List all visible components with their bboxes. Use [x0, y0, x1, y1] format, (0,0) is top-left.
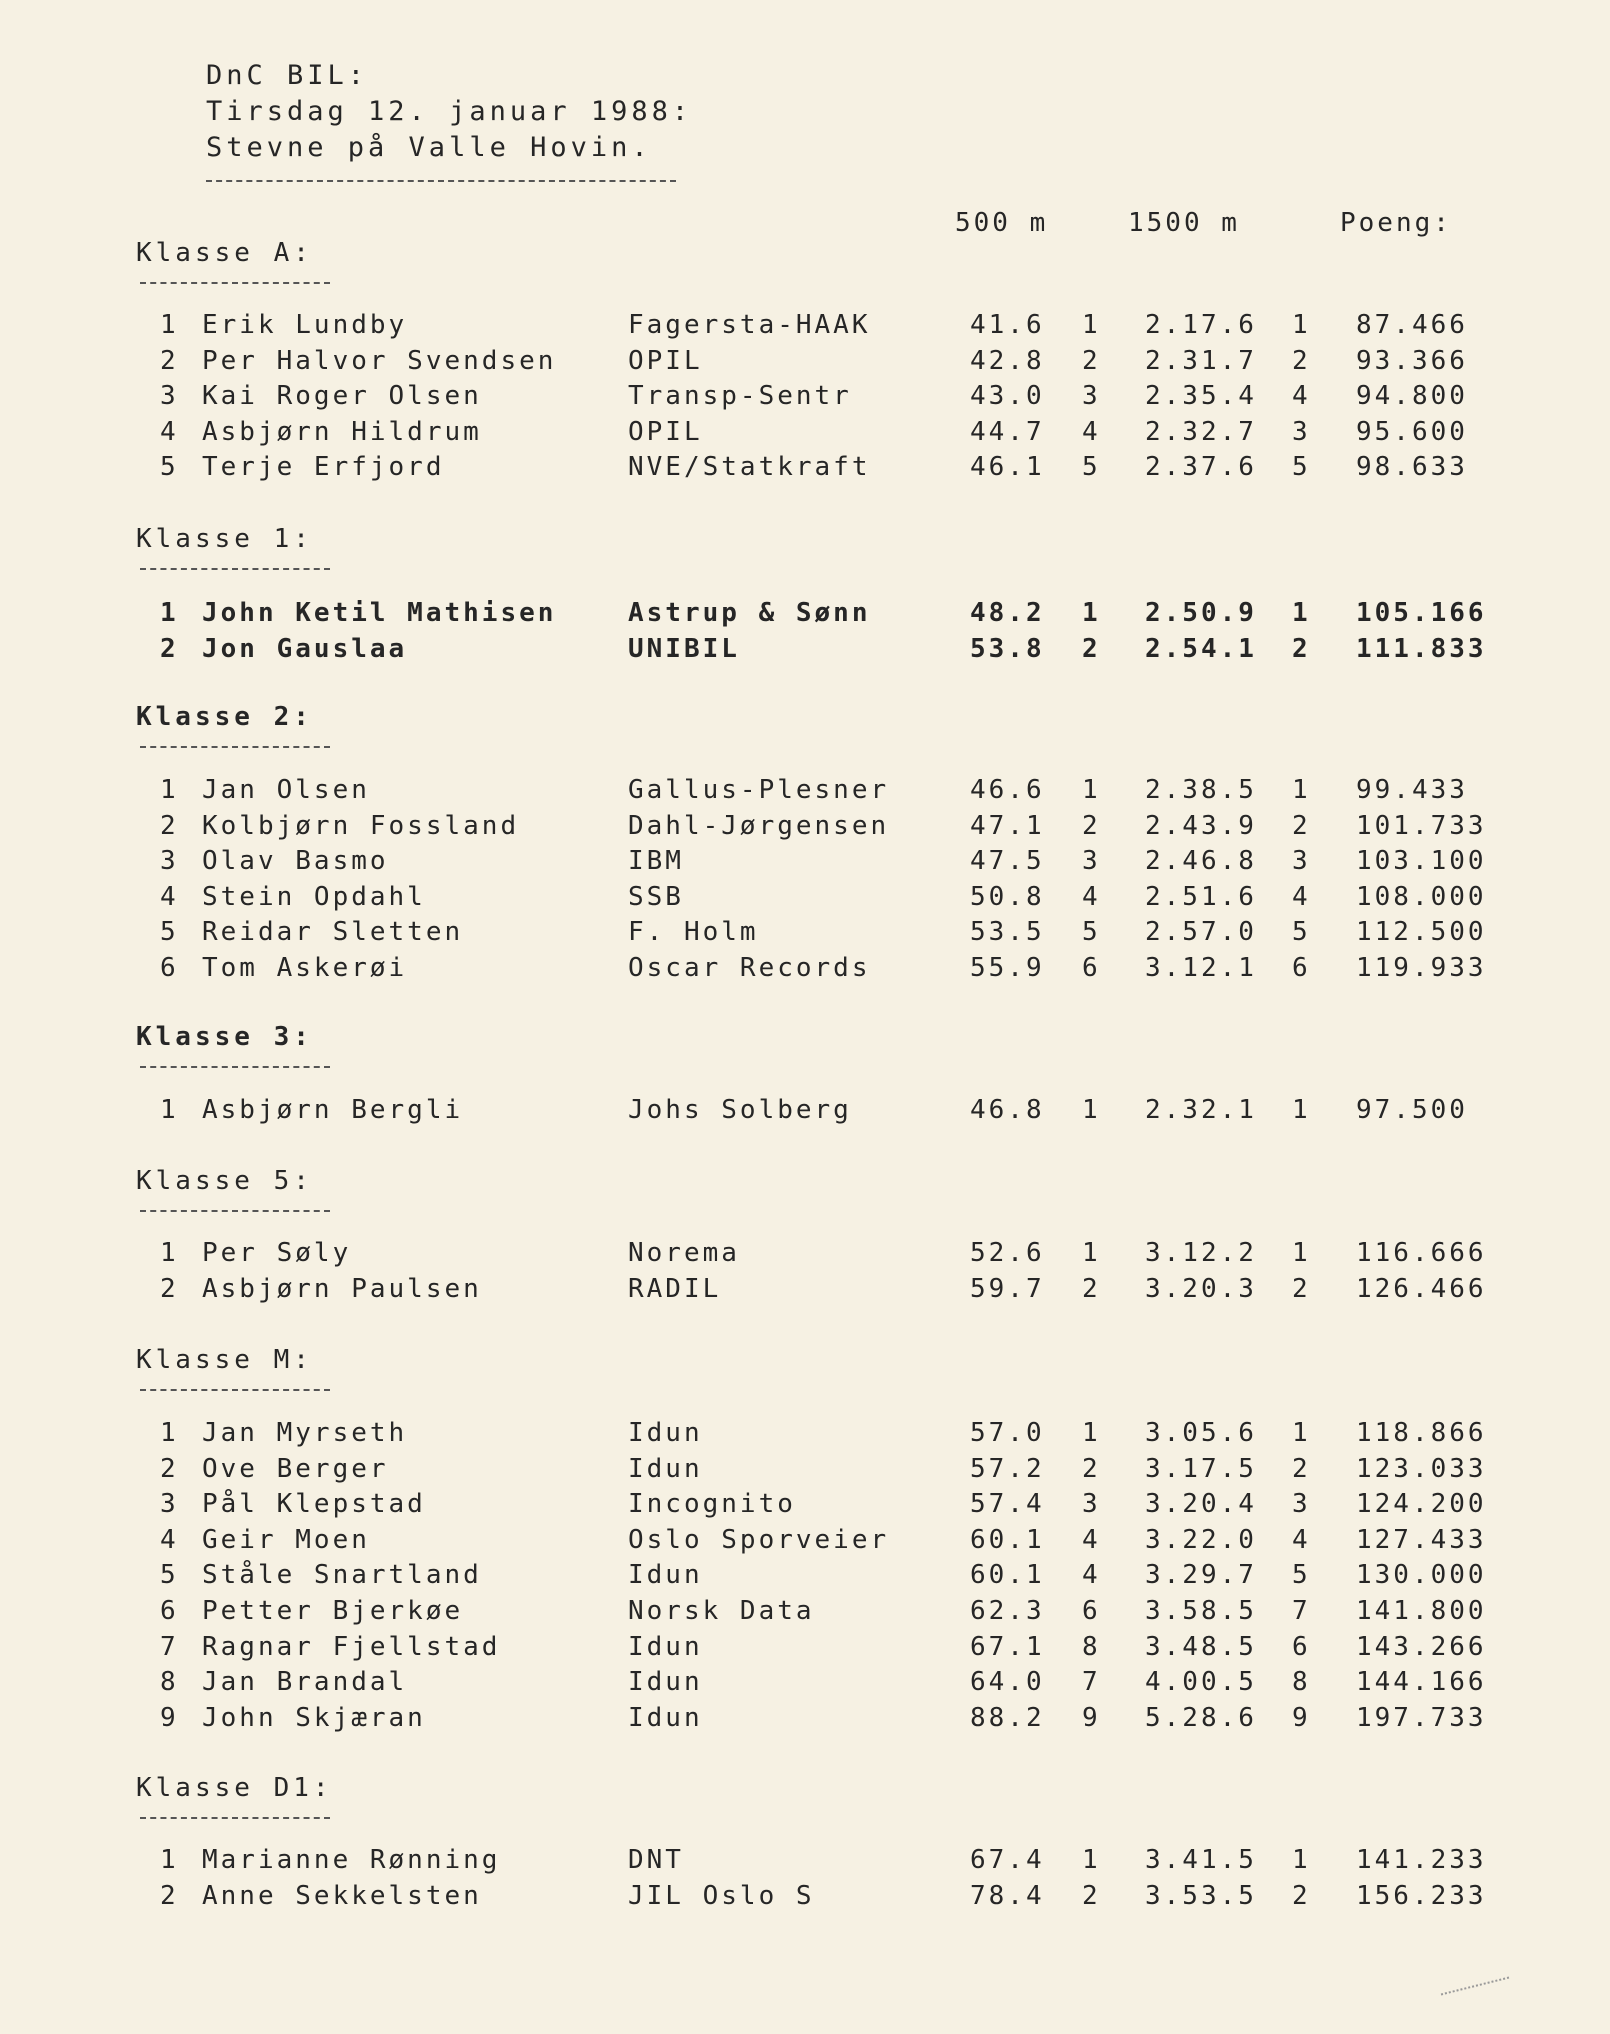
result-t500: 43.0 — [970, 381, 1045, 412]
result-p500: 3 — [1082, 846, 1101, 877]
result-place: 6 — [160, 1596, 179, 1626]
result-place: 2 — [160, 1273, 179, 1304]
result-poeng: 103.100 — [1356, 846, 1487, 877]
result-place: 5 — [160, 452, 179, 483]
result-t500: 41.6 — [970, 310, 1045, 340]
result-club: Astrup & Sønn — [628, 598, 871, 628]
result-p500: 1 — [1082, 1418, 1101, 1448]
result-p1500: 1 — [1292, 1418, 1311, 1448]
result-p500: 5 — [1082, 452, 1101, 483]
result-t500: 46.6 — [970, 775, 1045, 805]
result-t1500: 3.22.0 — [1145, 1524, 1257, 1555]
col-header-1500m: 1500 m — [1128, 208, 1240, 238]
result-p1500: 5 — [1292, 1560, 1311, 1591]
result-row — [0, 1454, 1610, 1488]
class-divider — [140, 1066, 330, 1068]
result-row — [0, 381, 1610, 415]
result-t500: 67.1 — [970, 1631, 1045, 1662]
result-name: Ragnar Fjellstad — [202, 1631, 501, 1662]
result-t500: 42.8 — [970, 345, 1045, 376]
result-place: 3 — [160, 381, 179, 412]
result-t1500: 3.58.5 — [1145, 1596, 1257, 1626]
result-t1500: 5.28.6 — [1145, 1702, 1257, 1733]
result-poeng: 123.033 — [1356, 1453, 1487, 1484]
result-t500: 88.2 — [970, 1702, 1045, 1733]
result-club: Idun — [628, 1560, 703, 1591]
result-p1500: 2 — [1292, 345, 1311, 376]
result-p500: 5 — [1082, 917, 1101, 948]
result-club: IBM — [628, 846, 684, 877]
result-poeng: 156.233 — [1356, 1880, 1487, 1911]
result-t1500: 3.12.1 — [1145, 953, 1257, 983]
result-name: Kai Roger Olsen — [202, 381, 482, 412]
result-place: 1 — [160, 1095, 179, 1125]
result-p1500: 5 — [1292, 917, 1311, 948]
result-p1500: 5 — [1292, 452, 1311, 483]
result-t500: 47.1 — [970, 810, 1045, 841]
result-p500: 2 — [1082, 1273, 1101, 1304]
class-divider — [140, 568, 330, 570]
result-place: 2 — [160, 1880, 179, 1911]
result-t500: 78.4 — [970, 1880, 1045, 1911]
result-name: Erik Lundby — [202, 310, 408, 340]
result-row — [0, 346, 1610, 380]
result-poeng: 126.466 — [1356, 1273, 1487, 1304]
result-club: Incognito — [628, 1489, 796, 1520]
result-place: 4 — [160, 881, 179, 912]
result-poeng: 99.433 — [1356, 775, 1468, 805]
result-p1500: 2 — [1292, 1880, 1311, 1911]
result-row — [0, 310, 1610, 344]
result-place: 2 — [160, 1453, 179, 1484]
result-row — [0, 1418, 1610, 1452]
result-p1500: 1 — [1292, 1845, 1311, 1875]
event-date: Tirsdag 12. januar 1988: — [206, 96, 693, 127]
result-t500: 52.6 — [970, 1238, 1045, 1268]
result-name: Asbjørn Bergli — [202, 1095, 464, 1125]
result-p1500: 2 — [1292, 810, 1311, 841]
result-place: 8 — [160, 1667, 179, 1698]
result-t1500: 3.05.6 — [1145, 1418, 1257, 1448]
result-club: Idun — [628, 1667, 703, 1698]
result-t1500: 2.46.8 — [1145, 846, 1257, 877]
result-name: Kolbjørn Fossland — [202, 810, 520, 841]
result-poeng: 141.233 — [1356, 1845, 1487, 1875]
result-p500: 4 — [1082, 416, 1101, 447]
result-t500: 59.7 — [970, 1273, 1045, 1304]
result-row — [0, 1667, 1610, 1701]
result-place: 5 — [160, 917, 179, 948]
result-t1500: 2.43.9 — [1145, 810, 1257, 841]
result-t500: 46.8 — [970, 1095, 1045, 1125]
result-p1500: 1 — [1292, 310, 1311, 340]
result-p500: 2 — [1082, 633, 1101, 664]
result-club: Dahl-Jørgensen — [628, 810, 890, 841]
result-row — [0, 917, 1610, 951]
result-club: DNT — [628, 1845, 684, 1875]
result-club: Gallus-Plesner — [628, 775, 890, 805]
result-poeng: 111.833 — [1356, 633, 1487, 664]
result-row — [0, 1845, 1610, 1879]
result-p500: 4 — [1082, 1524, 1101, 1555]
result-p1500: 2 — [1292, 1273, 1311, 1304]
result-place: 1 — [160, 310, 179, 340]
result-row — [0, 1596, 1610, 1630]
result-row — [0, 846, 1610, 880]
result-p500: 8 — [1082, 1631, 1101, 1662]
result-name: Per Halvor Svendsen — [202, 345, 557, 376]
result-place: 3 — [160, 846, 179, 877]
result-place: 2 — [160, 633, 179, 664]
result-p1500: 3 — [1292, 1489, 1311, 1520]
result-t1500: 2.37.6 — [1145, 452, 1257, 483]
result-place: 1 — [160, 1238, 179, 1268]
result-t500: 67.4 — [970, 1845, 1045, 1875]
result-name: Ståle Snartland — [202, 1560, 482, 1591]
result-p1500: 4 — [1292, 1524, 1311, 1555]
result-club: SSB — [628, 881, 684, 912]
result-t1500: 3.17.5 — [1145, 1453, 1257, 1484]
result-p1500: 1 — [1292, 1095, 1311, 1125]
result-row — [0, 775, 1610, 809]
result-place: 3 — [160, 1489, 179, 1520]
result-p1500: 4 — [1292, 381, 1311, 412]
result-p1500: 3 — [1292, 416, 1311, 447]
result-poeng: 95.600 — [1356, 416, 1468, 447]
result-name: Marianne Rønning — [202, 1845, 501, 1875]
result-t1500: 2.51.6 — [1145, 881, 1257, 912]
result-name: Tom Askerøi — [202, 953, 408, 983]
result-club: Oslo Sporveier — [628, 1524, 890, 1555]
result-row — [0, 1489, 1610, 1523]
result-poeng: 143.266 — [1356, 1631, 1487, 1662]
result-t500: 53.5 — [970, 917, 1045, 948]
result-t1500: 2.31.7 — [1145, 345, 1257, 376]
class-divider — [140, 1210, 330, 1212]
result-t1500: 3.20.3 — [1145, 1273, 1257, 1304]
result-p1500: 6 — [1292, 1631, 1311, 1662]
result-row — [0, 1525, 1610, 1559]
result-t500: 60.1 — [970, 1560, 1045, 1591]
result-t1500: 3.53.5 — [1145, 1880, 1257, 1911]
result-t1500: 2.35.4 — [1145, 381, 1257, 412]
result-place: 1 — [160, 1418, 179, 1448]
result-poeng: 98.633 — [1356, 452, 1468, 483]
class-title: Klasse A: — [136, 238, 313, 268]
result-t500: 57.0 — [970, 1418, 1045, 1448]
result-row — [0, 417, 1610, 451]
result-t1500: 3.48.5 — [1145, 1631, 1257, 1662]
result-name: Reidar Sletten — [202, 917, 464, 948]
result-t1500: 3.41.5 — [1145, 1845, 1257, 1875]
result-t500: 46.1 — [970, 452, 1045, 483]
result-club: NVE/Statkraft — [628, 452, 871, 483]
result-club: Norema — [628, 1238, 740, 1268]
result-t1500: 2.54.1 — [1145, 633, 1257, 664]
result-p500: 1 — [1082, 775, 1101, 805]
result-p500: 1 — [1082, 1845, 1101, 1875]
result-club: Johs Solberg — [628, 1095, 852, 1125]
class-divider — [140, 746, 330, 748]
event-venue: Stevne på Valle Hovin. — [206, 132, 652, 163]
result-name: Anne Sekkelsten — [202, 1880, 482, 1911]
result-p500: 3 — [1082, 381, 1101, 412]
result-poeng: 118.866 — [1356, 1418, 1487, 1448]
result-poeng: 108.000 — [1356, 881, 1487, 912]
result-name: Jon Gauslaa — [202, 633, 408, 664]
class-title: Klasse D1: — [136, 1773, 333, 1803]
result-t500: 57.4 — [970, 1489, 1045, 1520]
result-poeng: 130.000 — [1356, 1560, 1487, 1591]
result-t1500: 3.29.7 — [1145, 1560, 1257, 1591]
col-header-500m: 500 m — [955, 208, 1049, 238]
class-divider — [140, 1817, 330, 1819]
result-place: 5 — [160, 1560, 179, 1591]
result-name: Geir Moen — [202, 1524, 370, 1555]
result-t1500: 2.17.6 — [1145, 310, 1257, 340]
result-row — [0, 1881, 1610, 1915]
result-p500: 1 — [1082, 310, 1101, 340]
result-t500: 64.0 — [970, 1667, 1045, 1698]
result-row — [0, 1703, 1610, 1737]
class-title: Klasse 2: — [136, 702, 313, 732]
result-name: Asbjørn Paulsen — [202, 1273, 482, 1304]
result-p1500: 9 — [1292, 1702, 1311, 1733]
result-row — [0, 1560, 1610, 1594]
result-name: Petter Bjerkøe — [202, 1596, 464, 1626]
result-club: Oscar Records — [628, 953, 871, 983]
result-p500: 2 — [1082, 345, 1101, 376]
result-row — [0, 1632, 1610, 1666]
result-poeng: 112.500 — [1356, 917, 1487, 948]
result-t500: 53.8 — [970, 633, 1045, 664]
result-name: Per Søly — [202, 1238, 352, 1268]
result-row — [0, 1095, 1610, 1129]
result-t1500: 3.20.4 — [1145, 1489, 1257, 1520]
result-p1500: 2 — [1292, 633, 1311, 664]
result-p1500: 7 — [1292, 1596, 1311, 1626]
result-place: 2 — [160, 810, 179, 841]
result-club: Idun — [628, 1418, 703, 1448]
result-club: Idun — [628, 1453, 703, 1484]
result-p500: 4 — [1082, 881, 1101, 912]
result-p500: 6 — [1082, 1596, 1101, 1626]
result-poeng: 127.433 — [1356, 1524, 1487, 1555]
result-p1500: 1 — [1292, 775, 1311, 805]
result-p1500: 1 — [1292, 1238, 1311, 1268]
result-p500: 2 — [1082, 1453, 1101, 1484]
class-title: Klasse 5: — [136, 1166, 313, 1196]
result-name: Jan Myrseth — [202, 1418, 408, 1448]
result-p1500: 8 — [1292, 1667, 1311, 1698]
class-title: Klasse M: — [136, 1345, 313, 1375]
result-t500: 44.7 — [970, 416, 1045, 447]
result-p500: 1 — [1082, 598, 1101, 628]
result-poeng: 101.733 — [1356, 810, 1487, 841]
result-t500: 48.2 — [970, 598, 1045, 628]
result-poeng: 105.166 — [1356, 598, 1487, 628]
result-name: Asbjørn Hildrum — [202, 416, 482, 447]
result-poeng: 94.800 — [1356, 381, 1468, 412]
result-poeng: 116.666 — [1356, 1238, 1487, 1268]
result-name: Olav Basmo — [202, 846, 389, 877]
result-poeng: 144.166 — [1356, 1667, 1487, 1698]
result-p500: 2 — [1082, 1880, 1101, 1911]
col-header-poeng: Poeng: — [1340, 208, 1452, 238]
result-place: 1 — [160, 1845, 179, 1875]
result-t500: 50.8 — [970, 881, 1045, 912]
result-t500: 57.2 — [970, 1453, 1045, 1484]
result-name: Terje Erfjord — [202, 452, 445, 483]
result-name: Jan Brandal — [202, 1667, 408, 1698]
result-poeng: 124.200 — [1356, 1489, 1487, 1520]
result-club: Idun — [628, 1702, 703, 1733]
result-poeng: 141.800 — [1356, 1596, 1487, 1626]
result-club: Transp-Sentr — [628, 381, 852, 412]
result-row — [0, 811, 1610, 845]
result-p1500: 2 — [1292, 1453, 1311, 1484]
result-row — [0, 634, 1610, 668]
result-club: OPIL — [628, 416, 703, 447]
result-row — [0, 598, 1610, 632]
result-t1500: 2.38.5 — [1145, 775, 1257, 805]
result-poeng: 93.366 — [1356, 345, 1468, 376]
result-row — [0, 1238, 1610, 1272]
result-place: 4 — [160, 416, 179, 447]
result-poeng: 119.933 — [1356, 953, 1487, 983]
result-place: 2 — [160, 345, 179, 376]
result-name: Ove Berger — [202, 1453, 389, 1484]
result-row — [0, 452, 1610, 486]
result-t500: 55.9 — [970, 953, 1045, 983]
result-p500: 2 — [1082, 810, 1101, 841]
result-p500: 9 — [1082, 1702, 1101, 1733]
result-name: Stein Opdahl — [202, 881, 426, 912]
result-t500: 47.5 — [970, 846, 1045, 877]
result-club: JIL Oslo S — [628, 1880, 815, 1911]
result-poeng: 97.500 — [1356, 1095, 1468, 1125]
result-t500: 62.3 — [970, 1596, 1045, 1626]
result-p500: 3 — [1082, 1489, 1101, 1520]
result-row — [0, 882, 1610, 916]
result-place: 6 — [160, 953, 179, 983]
result-club: F. Holm — [628, 917, 759, 948]
result-p500: 1 — [1082, 1095, 1101, 1125]
result-row — [0, 1274, 1610, 1308]
result-p500: 6 — [1082, 953, 1101, 983]
result-p500: 7 — [1082, 1667, 1101, 1698]
result-club: Idun — [628, 1631, 703, 1662]
class-title: Klasse 3: — [136, 1022, 313, 1052]
result-club: UNIBIL — [628, 633, 740, 664]
result-p1500: 1 — [1292, 598, 1311, 628]
class-divider — [140, 282, 330, 284]
club-name: DnC BIL: — [206, 60, 369, 91]
result-t1500: 4.00.5 — [1145, 1667, 1257, 1698]
result-p1500: 6 — [1292, 953, 1311, 983]
result-name: Jan Olsen — [202, 775, 370, 805]
result-row — [0, 953, 1610, 987]
result-p500: 4 — [1082, 1560, 1101, 1591]
result-place: 9 — [160, 1702, 179, 1733]
class-title: Klasse 1: — [136, 524, 313, 554]
result-t1500: 3.12.2 — [1145, 1238, 1257, 1268]
result-t1500: 2.32.1 — [1145, 1095, 1257, 1125]
result-t1500: 2.57.0 — [1145, 917, 1257, 948]
result-p1500: 4 — [1292, 881, 1311, 912]
result-club: Fagersta-HAAK — [628, 310, 871, 340]
result-place: 1 — [160, 775, 179, 805]
result-name: John Skjæran — [202, 1702, 426, 1733]
result-place: 4 — [160, 1524, 179, 1555]
result-t500: 60.1 — [970, 1524, 1045, 1555]
class-divider — [140, 1389, 330, 1391]
result-name: Pål Klepstad — [202, 1489, 426, 1520]
result-name: John Ketil Mathisen — [202, 598, 557, 628]
result-p1500: 3 — [1292, 846, 1311, 877]
result-club: Norsk Data — [628, 1596, 815, 1626]
header-divider — [206, 180, 676, 182]
result-club: RADIL — [628, 1273, 722, 1304]
result-place: 7 — [160, 1631, 179, 1662]
result-poeng: 197.733 — [1356, 1702, 1487, 1733]
result-place: 1 — [160, 598, 179, 628]
result-t1500: 2.32.7 — [1145, 416, 1257, 447]
result-poeng: 87.466 — [1356, 310, 1468, 340]
result-p500: 1 — [1082, 1238, 1101, 1268]
result-club: OPIL — [628, 345, 703, 376]
result-t1500: 2.50.9 — [1145, 598, 1257, 628]
